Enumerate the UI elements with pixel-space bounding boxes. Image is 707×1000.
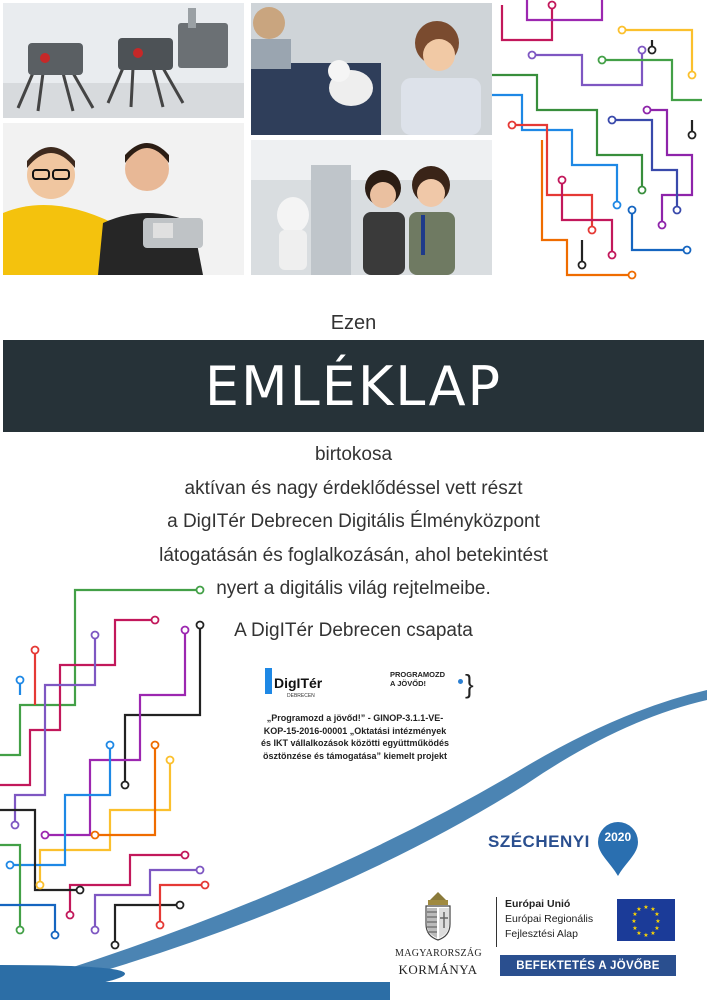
programozd-line2: A JÖVŐD! [390,679,426,688]
digiter-subtitle: DEBRECEN [287,693,315,699]
eu-flag-icon [617,899,675,941]
eu-line2: Európai Regionális [505,913,594,925]
szechenyi-2020-logo [488,814,640,870]
programozd-logo [390,670,480,700]
svg-text:★: ★ [650,930,656,937]
digiter-wordmark: DigITér [274,675,323,691]
szechenyi-text: SZÉCHENYI [488,832,590,851]
svg-text:★: ★ [632,925,638,932]
government-line2: KORMÁNYA [398,962,478,977]
programozd-dot [458,679,463,684]
svg-text:★: ★ [631,918,637,925]
szechenyi-year: 2020 [604,830,632,844]
title-banner [3,340,704,432]
programozd-brace: } [465,669,474,699]
svg-text:★: ★ [650,906,656,913]
svg-text:★: ★ [654,911,660,918]
certificate-body [0,438,707,606]
svg-text:★: ★ [636,906,642,913]
digiter-logo [265,666,327,700]
eu-line3: Fejlesztési Alap [505,928,578,940]
body-line: aktívan és nagy érdeklődéssel vett részt [184,477,523,499]
project-note [245,712,465,762]
body-line: nyert a digitális világ rejtelmeibe. [216,578,491,599]
certificate-title: EMLÉKLAP [204,354,503,418]
project-note-line: és IKT vállalkozások közötti együttműködés [260,738,450,748]
project-note-line: ösztönzése és támogatása” kiemelt projekt [262,750,448,761]
svg-text:★: ★ [643,904,649,911]
certificate-intro: Ezen [330,312,377,334]
svg-text:★: ★ [654,925,660,932]
body-line: a DigITér Debrecen Digitális Élményközpont [167,511,540,532]
hungarian-coat-of-arms-icon [418,890,458,942]
svg-text:★: ★ [655,918,661,925]
project-note-line: „Programozd a jövőd!” - GINOP-3.1.1-VE- [266,713,444,723]
project-note-line: KOP-15-2016-00001 „Oktatási intézmények [263,725,447,736]
map-pin-icon [596,822,640,878]
team-signature: A DigITér Debrecen csapata [234,620,473,641]
svg-text:★: ★ [636,930,642,937]
body-line: látogatásán és foglalkozásán, ahol betekintést [159,544,548,566]
eu-fund-block [496,897,677,947]
eu-line1: Európai Unió [505,898,571,910]
svg-text:★: ★ [632,911,638,918]
invest-banner: BEFEKTETÉS A JÖVŐBE [500,955,676,976]
government-line1: MAGYARORSZÁG [395,948,482,959]
svg-text:★: ★ [643,932,649,939]
eu-text [505,897,593,942]
body-line: birtokosa [314,444,393,465]
programozd-line1: PROGRAMOZD [390,670,445,679]
